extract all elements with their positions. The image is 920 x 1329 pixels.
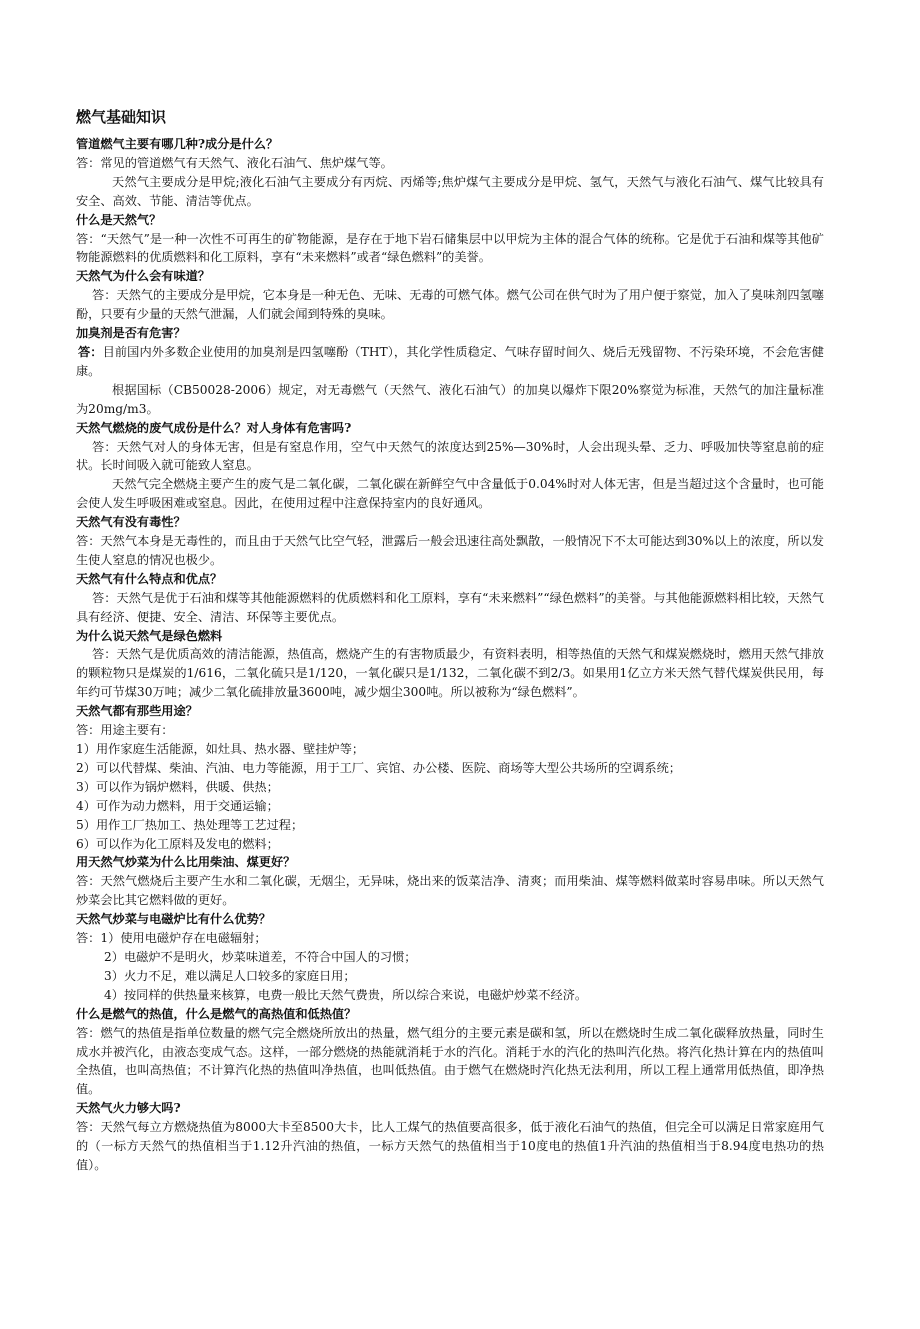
answer-paragraph: 天然气主要成分是甲烷;液化石油气主要成分有丙烷、丙烯等;焦炉煤气主要成分是甲烷、氢气，天然气与液化石油气、煤气比较具有安全、高效、节能、清洁等优点。	[76, 174, 824, 208]
answer-paragraph: 根据国标（CB50028-2006）规定，对无毒燃气（天然气、液化石油气）的加臭以爆炸下限20%察觉为标准，天然气的加注量标准为20mg/m3。	[76, 382, 824, 416]
list-item: 4）按同样的供热量来核算，电费一般比天然气费贵，所以综合来说，电磁炉炒菜不经济。	[104, 987, 588, 1002]
question-heading: 天然气有没有毒性？	[76, 515, 186, 530]
question-heading: 天然气都有那些用途？	[76, 704, 198, 719]
answer-paragraph: 答：天然气的主要成分是甲烷，它本身是一种无色、无味、无毒的可燃气体。燃气公司在供气时为了用户便于察觉，加入了臭味剂四氢噻酚，只要有少量的天然气泄漏，人们就会闻到特殊的臭味。	[76, 288, 824, 322]
question-heading: 天然气火力够大吗?	[76, 1101, 181, 1116]
answer-paragraph: 答：天然气本身是无毒性的，而且由于天然气比空气轻，泄露后一般会迅速往高处飘散，一般情况下不太可能达到30%以上的浓度，所以发生使人窒息的情况也极少。	[76, 534, 824, 567]
usage-list	[76, 721, 824, 853]
answer-paragraph: 答：天然气燃烧后主要产生水和二氧化碳，无烟尘，无异味，烧出来的饭菜洁净、清爽；而用柴油、煤等燃料做菜时容易串味。所以天然气炒菜会比其它燃料做的更好。	[76, 874, 824, 908]
list-item: 1）用作家庭生活能源，如灶具、热水器、壁挂炉等；	[76, 742, 365, 756]
document-body	[76, 105, 824, 1175]
advantage-list	[76, 929, 824, 1005]
list-item: 3）火力不足，难以满足人口较多的家庭日用；	[104, 968, 356, 983]
list-item: 5）用作工厂热加工、热处理等工艺过程；	[76, 817, 304, 832]
answer-text: 目前国内外多数企业使用的加臭剂是四氢噻酚（THT），其化学性质稳定、气味存留时间久、烧后无残留物、不污染环境，不会危害健康。	[76, 344, 824, 378]
question-heading: 为什么说天然气是绿色燃料	[76, 628, 223, 643]
question-heading: 天然气为什么会有味道？	[76, 269, 211, 284]
answer-paragraph: 答：天然气是优于石油和煤等其他能源燃料的优质燃料和化工原料，享有“未来燃料”“绿色燃料”的美誉。与其他能源燃料相比较，天然气具有经济、便捷、安全、清洁、环保等主要优点。	[76, 590, 824, 624]
list-item: 6）可以作为化工原料及发电的燃料；	[76, 836, 279, 851]
question-heading: 天然气燃烧的废气成份是什么？对人身体有危害吗?	[76, 420, 352, 435]
question-heading: 加臭剂是否有危害？	[76, 326, 186, 341]
answer-paragraph: 天然气完全燃烧主要产生的废气是二氧化碳，二氧化碳在新鲜空气中含量低于0.04%时对人体无害，但是当超过这个含量时，也可能会使人发生呼吸困难或窒息。因此，在使用过程中注意保持室内的良好通风。	[76, 477, 824, 511]
answer-paragraph: 答：天然气是优质高效的清洁能源，热值高，燃烧产生的有害物质最少，有资料表明，相等热值的天然气和煤炭燃烧时，燃用天然气排放的颗粒物只是煤炭的1/616，二氧化硫只是1/120，一氧化碳只是1/132，二氧化碳不到2/3。如果用1亿立方米天然气替代煤炭供民用，每年约可节煤30万吨；减少二氧化硫排放量3600吨，减少烟尘300吨。所以被称为“绿色燃料”。	[76, 647, 824, 700]
answer-paragraph: 答：“天然气”是一种一次性不可再生的矿物能源，是存在于地下岩石储集层中以甲烷为主体的混合气体的统称。它是优于石油和煤等其他矿物能源燃料的优质燃料和化工原料，享有“未来燃料”或者“绿色燃料”的美誉。	[76, 231, 824, 265]
list-item: 4）可作为动力燃料，用于交通运输；	[76, 798, 279, 813]
answer-paragraph: 答：天然气对人的身体无害，但是有窒息作用，空气中天然气的浓度达到25%—30%时，人会出现头晕、乏力、呼吸加快等窒息前的症状。长时间吸入就可能致人窒息。	[76, 439, 824, 473]
list-item: 2）可以代替煤、柴油、汽油、电力等能源，用于工厂、宾馆、办公楼、医院、商场等大型公共场所的空调系统；	[76, 760, 681, 775]
answer-paragraph: 答：常见的管道燃气有天然气、液化石油气、焦炉煤气等。	[76, 155, 393, 170]
question-heading: 管道燃气主要有哪几种?成分是什么？	[76, 137, 279, 151]
list-item: 3）可以作为锅炉燃料，供暖、供热；	[76, 779, 279, 794]
list-item: 2）电磁炉不是明火，炒菜味道差，不符合中国人的习惯；	[104, 949, 417, 964]
answer-prefix: 答：	[78, 344, 103, 359]
question-heading: 什么是天然气？	[76, 212, 162, 227]
list-item: 答：1）使用电磁炉存在电磁辐射；	[76, 931, 267, 946]
answer-paragraph: 答：燃气的热值是指单位数量的燃气完全燃烧所放出的热量，燃气组分的主要元素是碳和氢，所以在燃烧时生成二氧化碳释放热量，同时生成水并被汽化，由液态变成气态。这样，一部分燃烧的热能就消耗于水的汽化。消耗于水的汽化的热叫汽化热。将汽化热计算在内的热值叫全热值，也叫高热值；不计算汽化热的热值叫净热值，也叫低热值。由于燃气在燃烧时汽化热无法利用，所以工程上通常用低热值，即净热值。	[76, 1025, 824, 1097]
question-heading: 用天然气炒菜为什么比用柴油、煤更好？	[76, 855, 296, 870]
document-title: 燃气基础知识	[76, 108, 167, 126]
list-item: 答：用途主要有：	[76, 723, 174, 738]
question-heading: 天然气炒菜与电磁炉比有什么优势？	[76, 912, 271, 927]
answer-paragraph	[76, 343, 824, 381]
answer-paragraph: 答：天然气每立方燃烧热值为8000大卡至8500大卡，比人工煤气的热值要高很多，低于液化石油气的热值，但完全可以满足日常家庭用气的（一标方天然气的热值相当于1.12升汽油的热值，一标方天然气的热值相当于10度电的热值1升汽油的热值相当于8.94度电热功的热值）。	[76, 1120, 824, 1172]
question-heading: 天然气有什么特点和优点？	[76, 571, 223, 586]
question-heading: 什么是燃气的热值，什么是燃气的高热值和低热值？	[76, 1006, 357, 1021]
